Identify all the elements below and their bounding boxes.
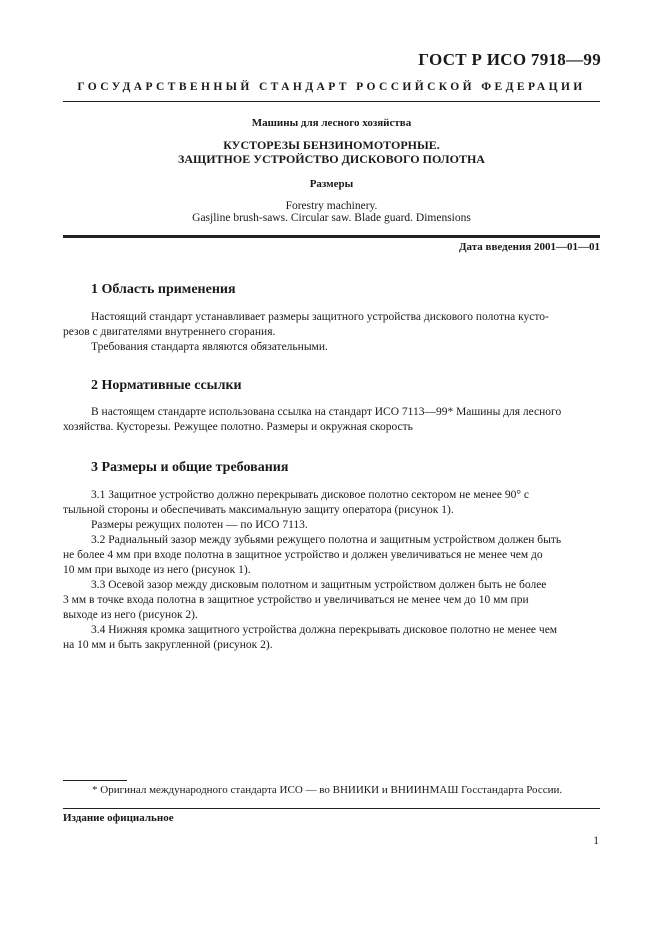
paragraph-line: 3 мм в точке входа полотна в защитное устройство и увеличиваться не менее чем до 10 мм при	[63, 594, 529, 606]
section-heading-references: 2 Нормативные ссылки	[91, 378, 242, 393]
page-number: 1	[593, 835, 599, 847]
paragraph-line: В настоящем стандарте использована ссылка на стандарт ИСО 7113—99* Машины для лесного	[91, 406, 562, 418]
english-title-line-2: Gasjline brush-saws. Circular saw. Blade guard. Dimensions	[192, 212, 471, 224]
paragraph-line: не более 4 мм при входе полотна в защитное устройство и должен увеличиваться не менее чем до	[63, 549, 543, 561]
standard-title-line-2: ЗАЩИТНОЕ УСТРОЙСТВО ДИСКОВОГО ПОЛОТНА	[178, 152, 485, 166]
paragraph-line: 3.4 Нижняя кромка защитного устройства должна перекрывать дисковое полотно не менее чем	[91, 624, 558, 636]
paragraph-line: выходе из него (рисунок 2).	[63, 609, 198, 621]
footer-divider	[63, 808, 600, 809]
english-title-line-1: Forestry machinery.	[285, 200, 378, 212]
paragraph-line: Размеры режущих полотен — по ИСО 7113.	[91, 519, 308, 531]
standard-subtitle: Размеры	[309, 178, 354, 190]
edition-label: Издание официальное	[63, 812, 174, 824]
paragraph-line: 3.1 Защитное устройство должно перекрывать дисковое полотно сектором не менее 90° с	[91, 489, 529, 501]
paragraph-line: Требования стандарта являются обязательными.	[91, 341, 328, 353]
header-divider	[63, 101, 600, 102]
footnote-divider	[63, 780, 127, 781]
state-standard-banner: ГОСУДАРСТВЕННЫЙ СТАНДАРТ РОССИЙСКОЙ ФЕДЕРАЦИИ	[77, 81, 586, 93]
standard-title-line-1: КУСТОРЕЗЫ БЕНЗИНОМОТОРНЫЕ.	[223, 138, 440, 152]
document-code: ГОСТ Р ИСО 7918—99	[418, 50, 601, 69]
title-divider	[63, 235, 600, 238]
paragraph-line: Настоящий стандарт устанавливает размеры защитного устройства дискового полотна кусто-	[91, 311, 549, 323]
standard-subject: Машины для лесного хозяйства	[251, 117, 412, 129]
section-heading-dimensions: 3 Размеры и общие требования	[91, 460, 289, 475]
paragraph-line: резов с двигателями внутреннего сгорания.	[63, 326, 276, 338]
paragraph-line: на 10 мм и быть закругленной (рисунок 2).	[63, 639, 273, 651]
section-heading-scope: 1 Область применения	[91, 282, 236, 297]
paragraph-line: 10 мм при выходе из него (рисунок 1).	[63, 564, 251, 576]
section-body-scope	[63, 310, 600, 355]
section-body-references	[63, 405, 600, 435]
footnote: * Оригинал международного стандарта ИСО — во ВНИИКИ и ВНИИНМАШ Госстандарта России.	[92, 784, 563, 796]
paragraph-line: 3.2 Радиальный зазор между зубьями режущего полотна и защитным устройством должен быть	[91, 534, 562, 546]
paragraph-line: 3.3 Осевой зазор между дисковым полотном и защитным устройством должен быть не более	[91, 579, 547, 591]
paragraph-line: хозяйства. Кусторезы. Режущее полотно. Размеры и окружная скорость	[63, 421, 413, 433]
introduction-date: Дата введения 2001—01—01	[458, 241, 600, 253]
section-body-dimensions	[63, 488, 600, 653]
paragraph-line: тыльной стороны и обеспечивать максимальную защиту оператора (рисунок 1).	[63, 504, 454, 516]
